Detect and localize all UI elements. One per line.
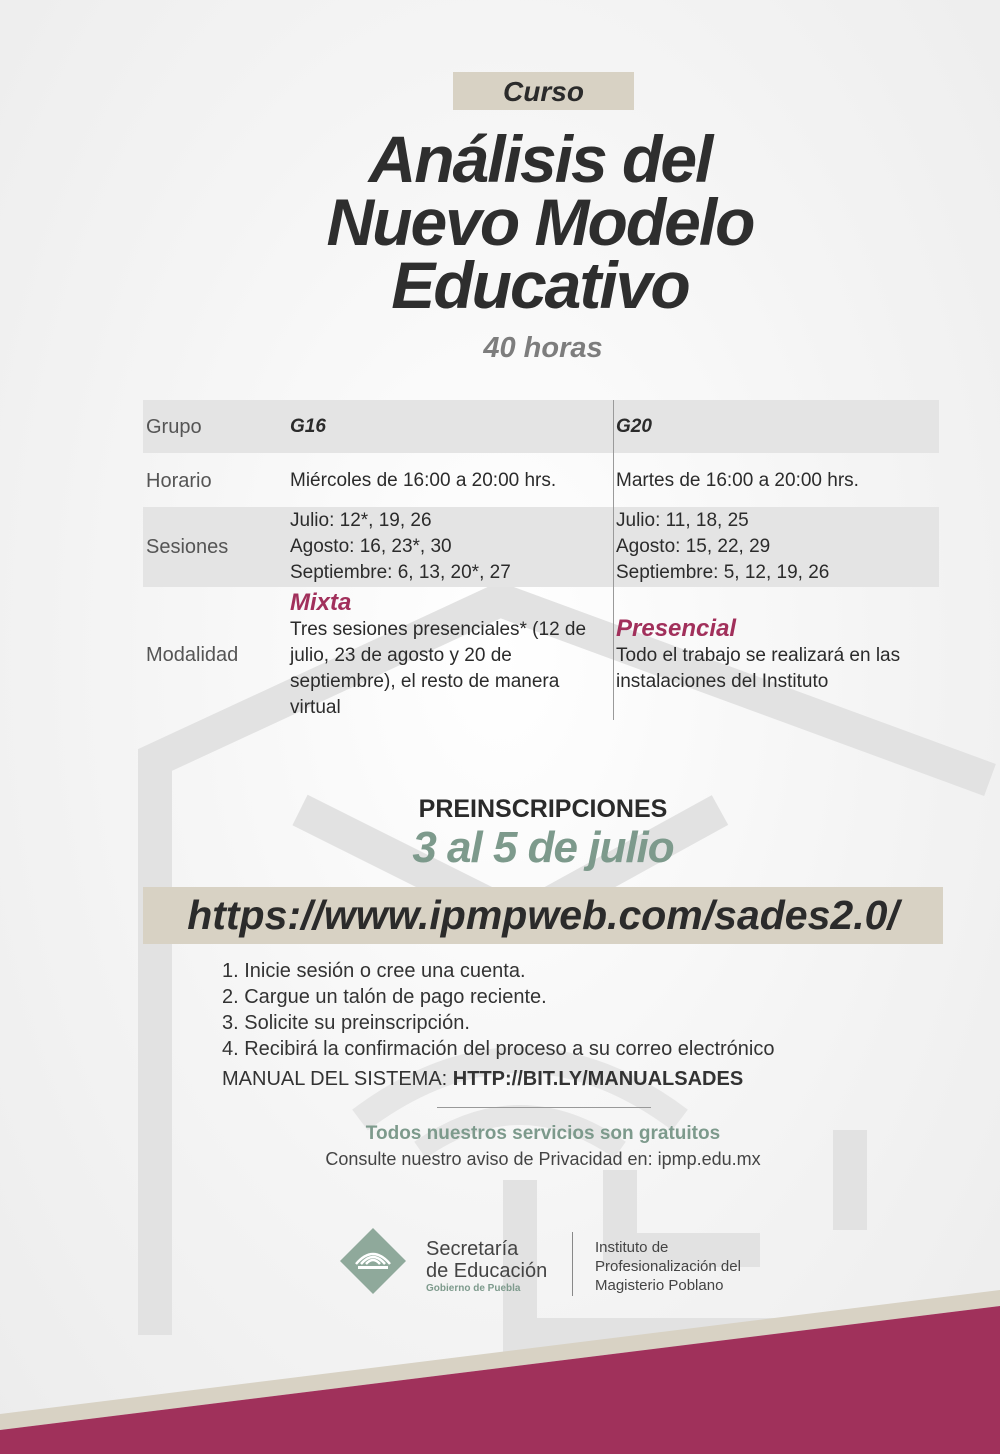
row-grupo	[143, 400, 939, 453]
course-hours: 40 horas	[483, 332, 603, 364]
instituto-name	[595, 1238, 741, 1295]
preinscripciones-heading: PREINSCRIPCIONES	[418, 795, 668, 823]
registration-steps	[222, 958, 922, 1062]
modalidad-g20-text: Todo el trabajo se realizará en las instalaciones del Instituto	[616, 645, 901, 692]
title-line-2: Nuevo Modelo	[326, 185, 754, 259]
step-1: 1. Inicie sesión o cree una cuenta.	[222, 960, 526, 982]
label-sesiones: Sesiones	[146, 536, 229, 558]
row-horario	[143, 453, 939, 507]
row-sesiones	[143, 507, 939, 587]
sesiones-g20-julio: Julio: 11, 18, 25	[616, 510, 749, 531]
instituto-line-1: Instituto de	[595, 1239, 669, 1256]
modalidad-g20	[616, 615, 934, 695]
sesiones-g16	[290, 508, 608, 586]
manual-link[interactable]: HTTP://BIT.LY/MANUALSADES	[452, 1068, 744, 1090]
manual-line	[222, 1068, 743, 1091]
modalidad-g16-text: Tres sesiones presenciales* (12 de julio, 23 de agosto y 20 de septiembre), el resto de manera virtual	[290, 619, 587, 718]
sesiones-g20-agosto: Agosto: 15, 22, 29	[616, 536, 771, 557]
gobierno-puebla-label: Gobierno de Puebla	[426, 1283, 521, 1294]
label-modalidad: Modalidad	[146, 644, 239, 666]
modalidad-g16-title: Mixta	[290, 589, 352, 616]
privacy-notice: Consulte nuestro aviso de Privacidad en: ipmp.edu.mx	[325, 1149, 761, 1169]
sesiones-g20	[616, 508, 934, 586]
secretaria-logo-icon	[340, 1228, 406, 1294]
modalidad-g20-title: Presencial	[616, 615, 737, 642]
registration-dates: 3 al 5 de julio	[412, 823, 674, 872]
group-g16: G16	[290, 416, 326, 437]
step-2: 2. Cargue un talón de pago reciente.	[222, 986, 547, 1008]
sesiones-g16-septiembre: Septiembre: 6, 13, 20*, 27	[290, 562, 511, 583]
manual-label: MANUAL DEL SISTEMA:	[222, 1068, 453, 1090]
schedule-table	[143, 400, 939, 720]
course-tag: Curso	[453, 72, 634, 110]
divider	[437, 1107, 651, 1108]
instituto-line-3: Magisterio Poblano	[595, 1277, 724, 1294]
modalidad-g16	[290, 589, 608, 721]
title-line-1: Análisis del	[368, 122, 712, 196]
free-services-text: Todos nuestros servicios son gratuitos	[365, 1123, 721, 1144]
row-modalidad	[143, 587, 939, 720]
step-4: 4. Recibirá la confirmación del proceso a su correo electrónico	[222, 1038, 775, 1060]
logo-divider	[572, 1232, 573, 1296]
sesiones-g20-septiembre: Septiembre: 5, 12, 19, 26	[616, 562, 830, 583]
footer-band	[0, 1290, 1000, 1454]
secretaria-line-1: Secretaría	[426, 1238, 519, 1260]
horario-g16: Miércoles de 16:00 a 20:00 hrs.	[290, 470, 557, 491]
secretaria-line-2: de Educación	[426, 1260, 548, 1282]
course-title	[180, 122, 900, 322]
step-3: 3. Solicite su preinscripción.	[222, 1012, 470, 1034]
table-column-divider	[613, 400, 614, 720]
secretaria-name	[426, 1238, 547, 1282]
instituto-line-2: Profesionalización del	[595, 1258, 741, 1275]
sesiones-g16-agosto: Agosto: 16, 23*, 30	[290, 536, 452, 557]
title-line-3: Educativo	[391, 248, 689, 322]
label-grupo: Grupo	[146, 416, 202, 438]
registration-url-link[interactable]: https://www.ipmpweb.com/sades2.0/	[143, 887, 943, 944]
sesiones-g16-julio: Julio: 12*, 19, 26	[290, 510, 432, 531]
horario-g20: Martes de 16:00 a 20:00 hrs.	[616, 470, 859, 491]
label-horario: Horario	[146, 470, 212, 492]
group-g20: G20	[616, 416, 652, 437]
